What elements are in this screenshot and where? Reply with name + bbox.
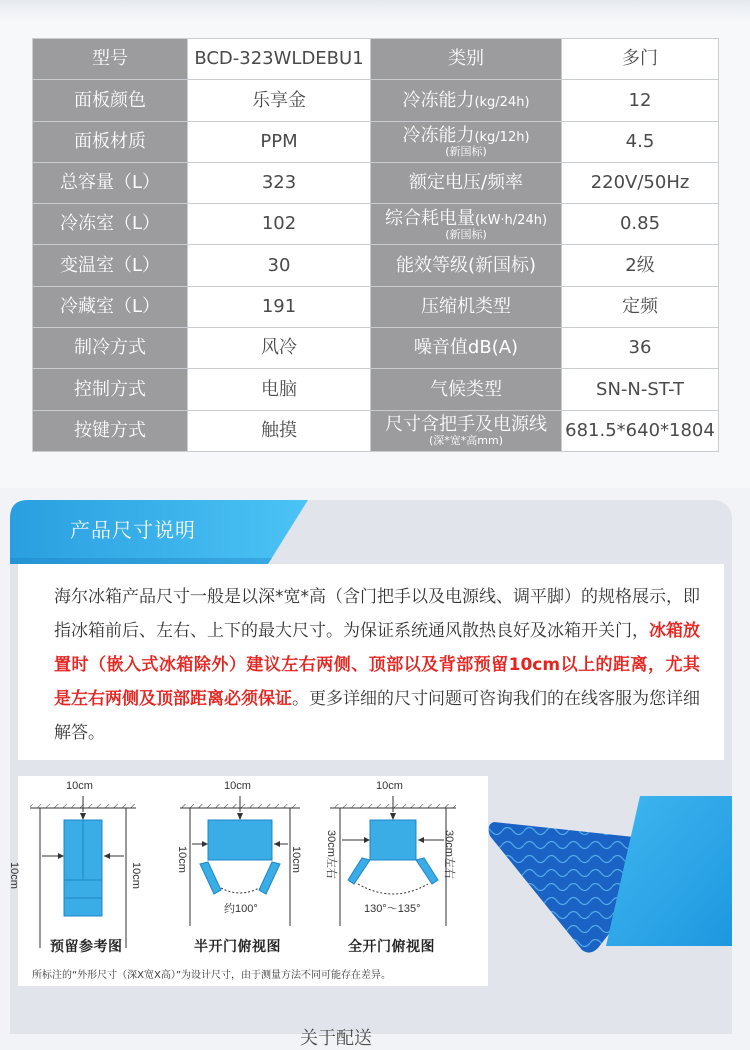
description-box [18,564,724,760]
spec-label-text: 冷冻能力 [402,89,475,111]
d1-right-label: 10cm [130,862,142,889]
spec-label-note: (新国标) [445,227,487,241]
spec-value: 323 [188,162,371,203]
spec-label: 控制方式 [33,369,188,410]
spec-label [371,204,562,245]
spec-label-text: 压缩机类型 [421,296,511,318]
spec-value: 多门 [562,39,719,80]
spec-label-unit: (kW·h/24h) [474,212,548,228]
spec-label-text: 尺寸含把手及电源线 [385,414,547,436]
spec-label-text: 噪音值dB(A) [413,337,519,359]
d1-left-label: 10cm [8,862,20,889]
d2-caption: 半开门俯视图 [194,939,281,955]
spec-value: 风冷 [188,328,371,369]
spec-label-text: 类别 [448,48,484,70]
spec-table [32,38,719,452]
spec-row [33,162,719,203]
description-part-1: 海尔冰箱产品尺寸一般是以深*宽*高（含门把手以及电源线、调平脚）的规格展示，即指冰箱前后、左右、上下的最大尺寸。为保证系统通风散热良好及冰箱开关门， [54,587,700,641]
section-tab [10,500,300,564]
spec-label-text: 额定电压/频率 [408,172,524,194]
d2-left-label: 10cm [176,846,188,873]
decorative-blue-shape [480,796,732,966]
spec-row [33,204,719,245]
description-warning: 冰箱放置时（嵌入式冰箱除外）建议左右两侧、顶部以及背部预留10cm以上的距离，尤其是左右两侧及顶部距离必须保证 [54,621,700,709]
spec-value: BCD-323WLDEBU1 [188,39,371,80]
d3-caption: 全开门俯视图 [348,939,435,955]
spec-row [33,328,719,369]
spec-label: 面板颜色 [33,80,188,121]
spec-row [33,369,719,410]
d2-top-label: 10cm [224,780,251,792]
d3-right-label: 30cm左右 [443,830,455,879]
spec-row [33,245,719,286]
spec-value: 4.5 [562,121,719,162]
spec-label: 总容量（L） [33,162,188,203]
spec-value: 2级 [562,245,719,286]
spec-value: 乐享金 [188,80,371,121]
spec-label-unit: (kg/12h) [474,130,530,146]
spec-label-unit: (kg/24h) [474,94,530,110]
spec-label [371,328,562,369]
spec-label: 型号 [33,39,188,80]
spec-area [0,0,750,488]
d3-left-label: 30cm左右 [325,830,337,879]
spec-row [33,80,719,121]
reference-diagram [30,796,136,948]
spec-label [371,162,562,203]
spec-label-text: 能效等级(新国标) [395,254,537,276]
spec-value: 36 [562,328,719,369]
diagram-panel [8,776,488,986]
spec-label: 冷藏室（L） [33,286,188,327]
spec-value: 102 [188,204,371,245]
spec-label [371,39,562,80]
spec-value: 定频 [562,286,719,327]
spec-label [371,410,562,451]
spec-label: 制冷方式 [33,328,188,369]
spec-value: 30 [188,245,371,286]
d3-top-label: 10cm [376,780,403,792]
spec-label-text: 冷冻能力 [402,125,475,147]
spec-value: 681.5*640*1804 [562,410,719,451]
spec-row [33,121,719,162]
spec-label: 面板材质 [33,121,188,162]
spec-value: PPM [188,121,371,162]
next-section-title: 关于配送 [300,1028,372,1049]
spec-value: 12 [562,80,719,121]
spec-label-text: 气候类型 [430,378,502,400]
spec-label [371,121,562,162]
spec-row [33,39,719,80]
spec-label-note: (新国标) [445,145,487,159]
d1-top-label: 10cm [66,780,93,792]
section-title: 产品尺寸说明 [70,518,196,542]
spec-label-note: (深*宽*高mm) [428,434,503,448]
spec-row [33,286,719,327]
spec-label [371,80,562,121]
description-text [54,580,700,750]
d2-angle-label: 约100° [224,903,258,915]
spec-value: 触摸 [188,410,371,451]
spec-label-text: 综合耗电量 [384,207,475,229]
spec-label: 变温室（L） [33,245,188,286]
spec-value: SN-N-ST-T [562,369,719,410]
spec-value: 191 [188,286,371,327]
d1-caption: 预留参考图 [50,939,123,955]
spec-label: 按键方式 [33,410,188,451]
description-part-2: 。更多详细的尺寸问题可咨询我们的在线客服为您详细解答。 [54,689,700,743]
spec-value: 电脑 [188,369,371,410]
d2-right-label: 10cm [290,846,302,873]
spec-table-body [33,39,719,452]
spec-value: 0.85 [562,204,719,245]
dimension-note: 所标注的“外形尺寸（深X宽X高）”为设计尺寸，由于测量方法不同可能存在差异。 [32,970,392,981]
d3-angle-label: 130°～135° [364,903,421,915]
spec-label [371,245,562,286]
spec-row [33,410,719,451]
spec-label: 冷冻室（L） [33,204,188,245]
spec-label [371,369,562,410]
spec-label [371,286,562,327]
spec-value: 220V/50Hz [562,162,719,203]
